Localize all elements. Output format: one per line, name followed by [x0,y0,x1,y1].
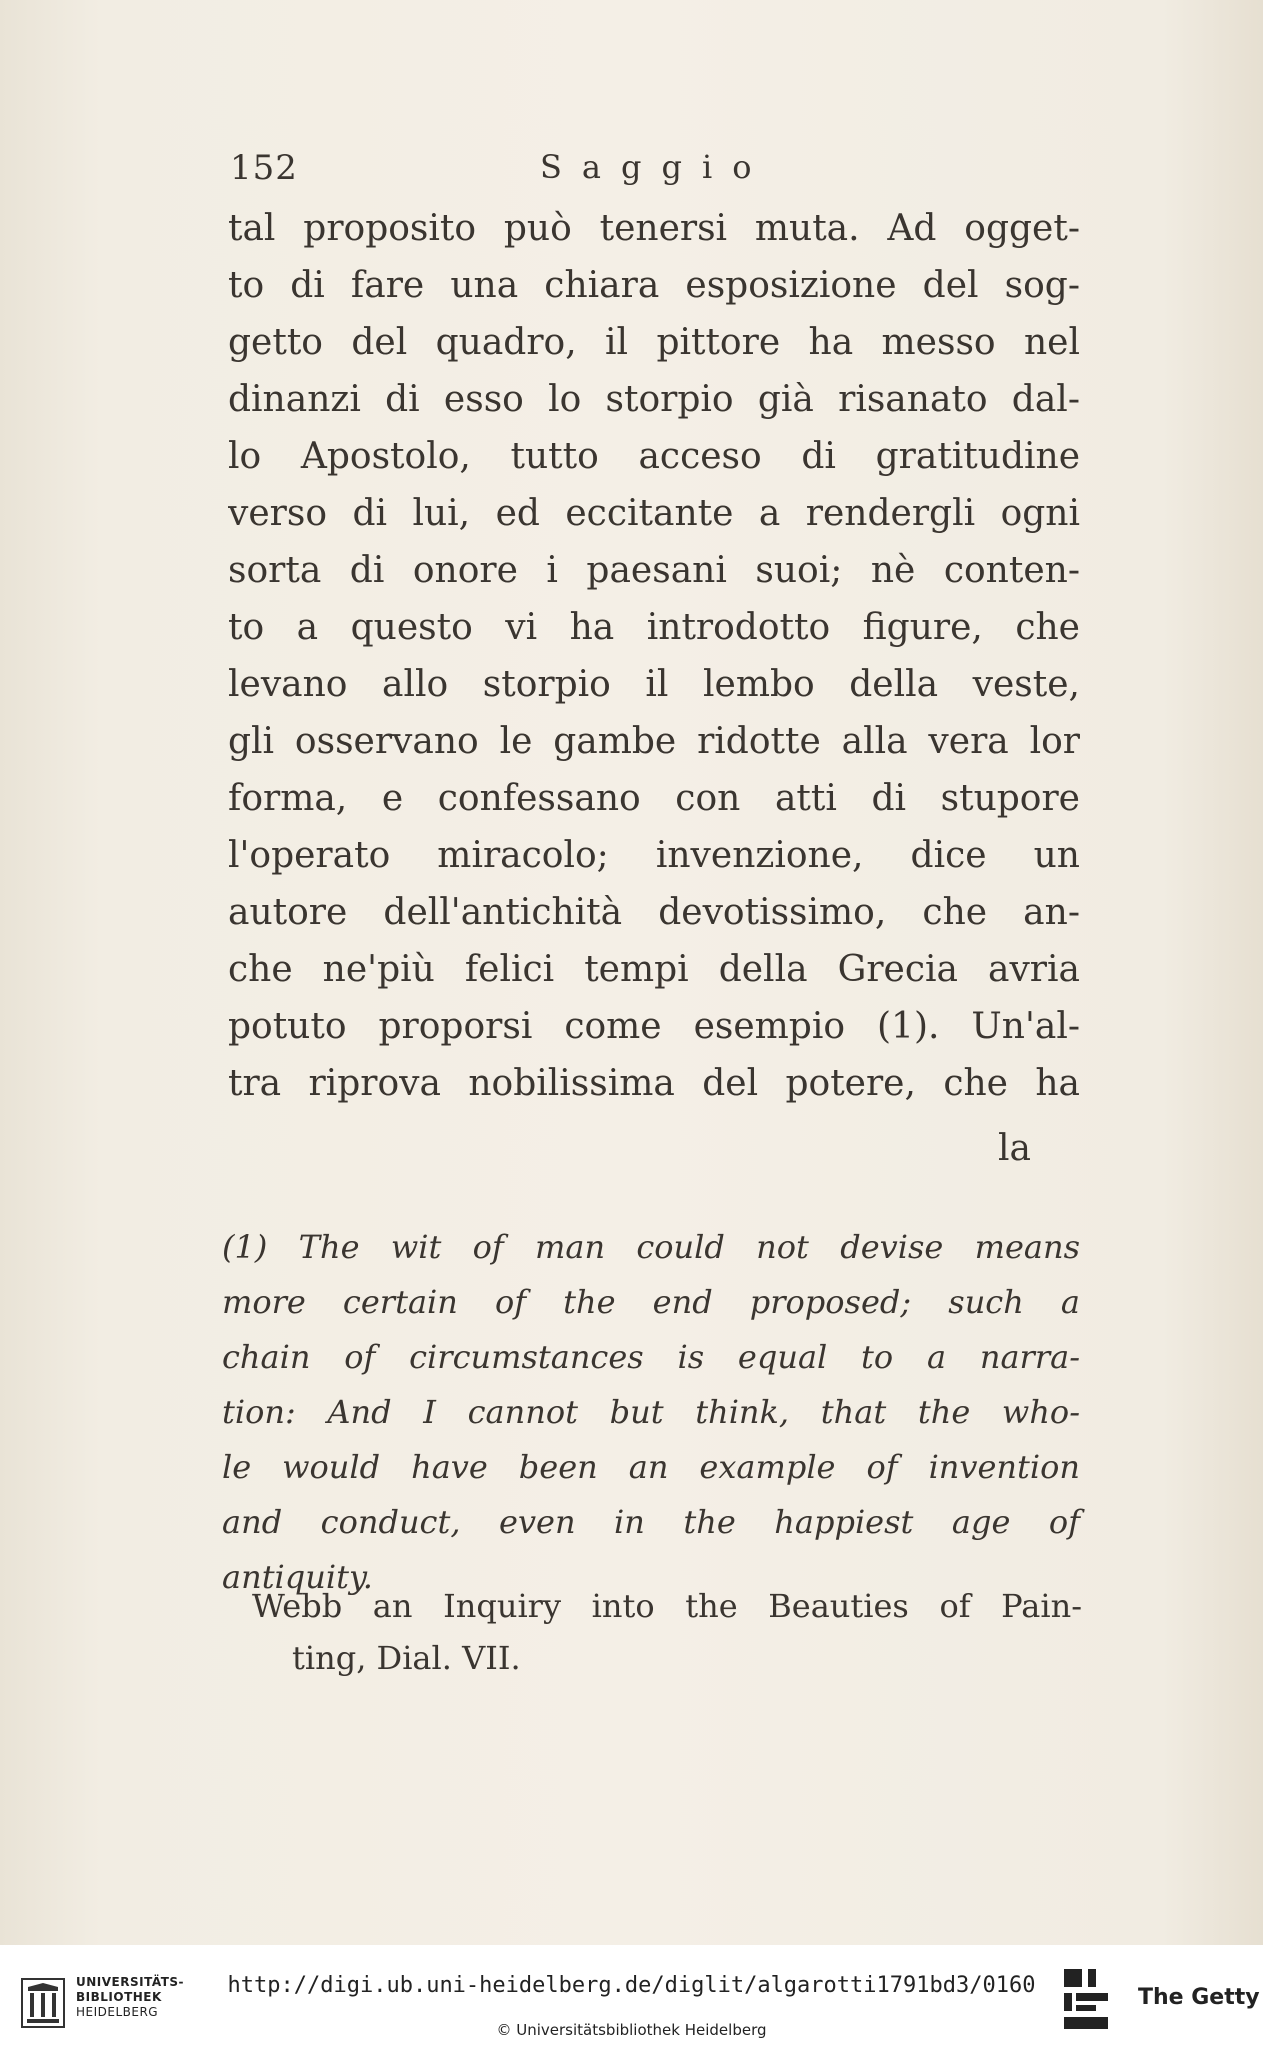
body-line: tra riprova nobilissima del potere, che ha [228,1063,1080,1104]
footnote [222,1220,1080,1605]
body-line: levano allo storpio il lembo della veste, [228,664,1080,705]
body-line: che ne'più felici tempi della Grecia avria [228,949,1080,990]
source-line: Webb an Inquiry into the Beauties of Pain- [252,1587,1082,1625]
body-line: tal proposito può tenersi muta. Ad ogget- [228,208,1080,249]
page-header [230,148,1090,198]
body-line: to a questo vi ha introdotto figure, che [228,607,1080,648]
library-name: UNIVERSITÄTS- BIBLIOTHEK HEIDELBERG [76,1975,185,2019]
body-line: getto del quadro, il pittore ha messo nel [228,322,1080,363]
body-line: potuto proporsi come esempio (1). Un'al- [228,1006,1080,1047]
body-line: l'operato miracolo; invenzione, dice un [228,835,1080,876]
body-line: forma, e confessano con atti di stupore [228,778,1080,819]
page-number: 152 [230,148,298,188]
footnote-line: more certain of the end proposed; such a [222,1283,1080,1321]
getty-logo-icon [1062,1965,1110,2035]
body-line: dinanzi di esso lo storpio già risanato dal- [228,379,1080,420]
body-line: sorta di onore i paesani suoi; nè conten- [228,550,1080,591]
footnote-line: (1) The wit of man could not devise means [222,1228,1080,1266]
source-line: ting, Dial. VII. [292,1639,521,1677]
getty-name: The Getty [1138,1985,1260,2010]
body-line: gli osservano le gambe ridotte alla vera lor [228,721,1080,762]
footnote-line: tion: And I cannot but think, that the who- [222,1393,1080,1431]
body-line: autore dell'antichità devotissimo, che an- [228,892,1080,933]
body-text [228,200,1080,1112]
footnote-line: and conduct, even in the happiest age of [222,1503,1080,1541]
viewer-footer [0,1945,1263,2065]
body-line: to di fare una chiara esposizione del sog- [228,265,1080,306]
footnote-line: chain of circumstances is equal to a narra- [222,1338,1080,1376]
footnote-source [252,1580,1082,1684]
footnote-line: antiquity. [222,1558,373,1596]
permalink-url[interactable]: http://digi.ub.uni-heidelberg.de/diglit/algarotti1791bd3/0160 [227,1973,1036,1998]
body-line: lo Apostolo, tutto acceso di gratitudine [228,436,1080,477]
body-line: verso di lui, ed eccitante a rendergli ogni [228,493,1080,534]
copyright-notice: © Universitätsbibliothek Heidelberg [496,2021,767,2039]
catchword: la [998,1128,1031,1169]
running-head: Saggio [540,148,772,186]
footnote-line: le would have been an example of invention [222,1448,1080,1486]
